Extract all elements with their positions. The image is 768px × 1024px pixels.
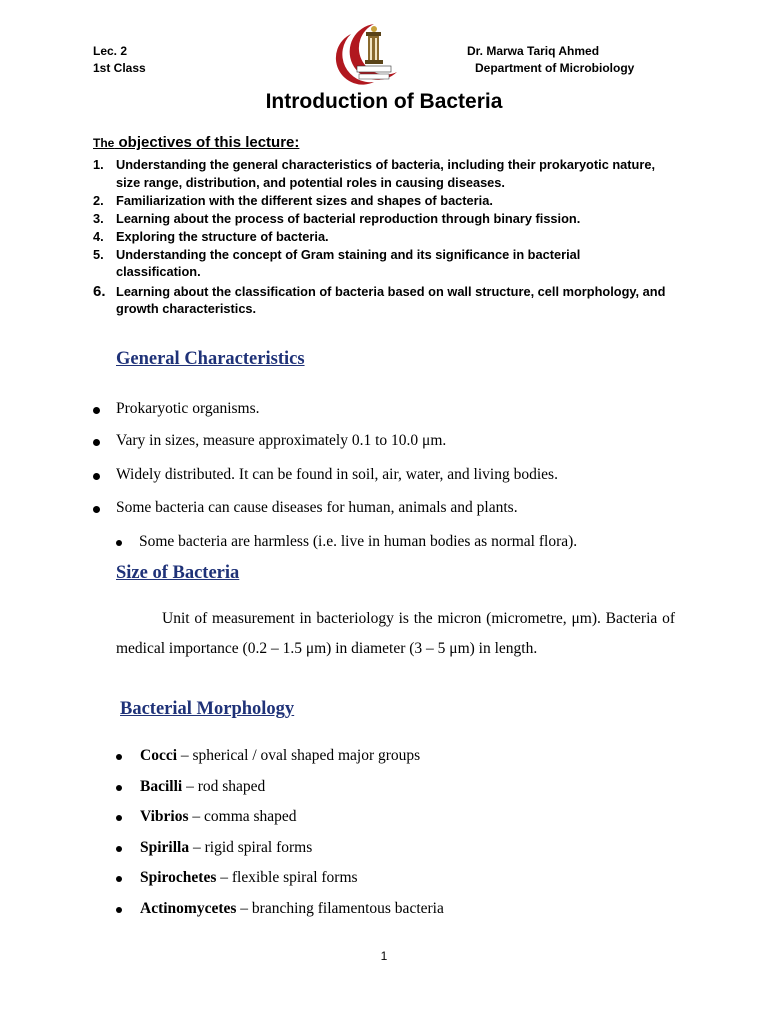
bullet-icon bbox=[116, 815, 122, 821]
author-name: Dr. Marwa Tariq Ahmed bbox=[467, 44, 600, 58]
list-item: Actinomycetes – branching filamentous bacteria bbox=[116, 900, 676, 931]
list-item: Cocci – spherical / oval shaped major groups bbox=[116, 747, 676, 778]
morphology-list bbox=[116, 747, 676, 931]
bullet-icon bbox=[116, 876, 122, 882]
class-label: 1st Class bbox=[93, 61, 146, 75]
size-paragraph: Unit of measurement in bacteriology is the micron (micrometre, μm). Bacteria of medical importance (0.2 – 1.5 μm) in diameter (3 – 5 μm) in length. bbox=[116, 610, 675, 657]
objectives-heading-prefix: The bbox=[93, 136, 115, 150]
page-number: 1 bbox=[380, 949, 388, 963]
list-item: Bacilli – rod shaped bbox=[116, 778, 676, 809]
bullet-icon bbox=[93, 439, 100, 446]
list-item: Vibrios – comma shaped bbox=[116, 808, 676, 839]
objective-item: 5. Understanding the concept of Gram staining and its significance in bacterial classification. bbox=[93, 246, 581, 279]
objective-item: 4. Exploring the structure of bacteria. bbox=[93, 228, 329, 244]
morphology-heading: Bacterial Morphology bbox=[120, 699, 295, 719]
bullet-icon bbox=[116, 785, 122, 791]
general-characteristics-heading: General Characteristics bbox=[116, 349, 305, 369]
lecture-number: Lec. 2 bbox=[93, 44, 128, 58]
objective-item: 2. Familiarization with the different sizes and shapes of bacteria. bbox=[93, 192, 493, 208]
college-logo bbox=[335, 20, 413, 86]
bullet-icon bbox=[93, 506, 100, 513]
bullet-icon bbox=[116, 540, 122, 546]
objective-item: 6. Learning about the classification of bacteria based on wall structure, cell morphology, and growth characteristics. bbox=[93, 282, 666, 316]
list-item: Spirochetes – flexible spiral forms bbox=[116, 869, 676, 900]
objectives-heading-text: objectives of this lecture: bbox=[114, 134, 300, 151]
bullet-icon bbox=[116, 754, 122, 760]
bullet-icon bbox=[116, 846, 122, 852]
size-heading: Size of Bacteria bbox=[116, 563, 240, 583]
list-item: Spirilla – rigid spiral forms bbox=[116, 839, 676, 870]
objective-item: 3. Learning about the process of bacterial reproduction through binary fission. bbox=[93, 210, 581, 226]
bullet-icon bbox=[93, 473, 100, 480]
department-name: Department of Microbiology bbox=[475, 61, 635, 75]
bullet-icon bbox=[116, 907, 122, 913]
objective-item: 1. Understanding the general characteristics of bacteria, including their prokaryotic nature, size range, distribution, and potential roles in causing diseases. bbox=[93, 157, 656, 190]
objectives-heading bbox=[93, 134, 299, 151]
page-title: Introduction of Bacteria bbox=[265, 90, 503, 113]
bullet-icon bbox=[93, 407, 100, 414]
objectives-list bbox=[93, 156, 668, 318]
